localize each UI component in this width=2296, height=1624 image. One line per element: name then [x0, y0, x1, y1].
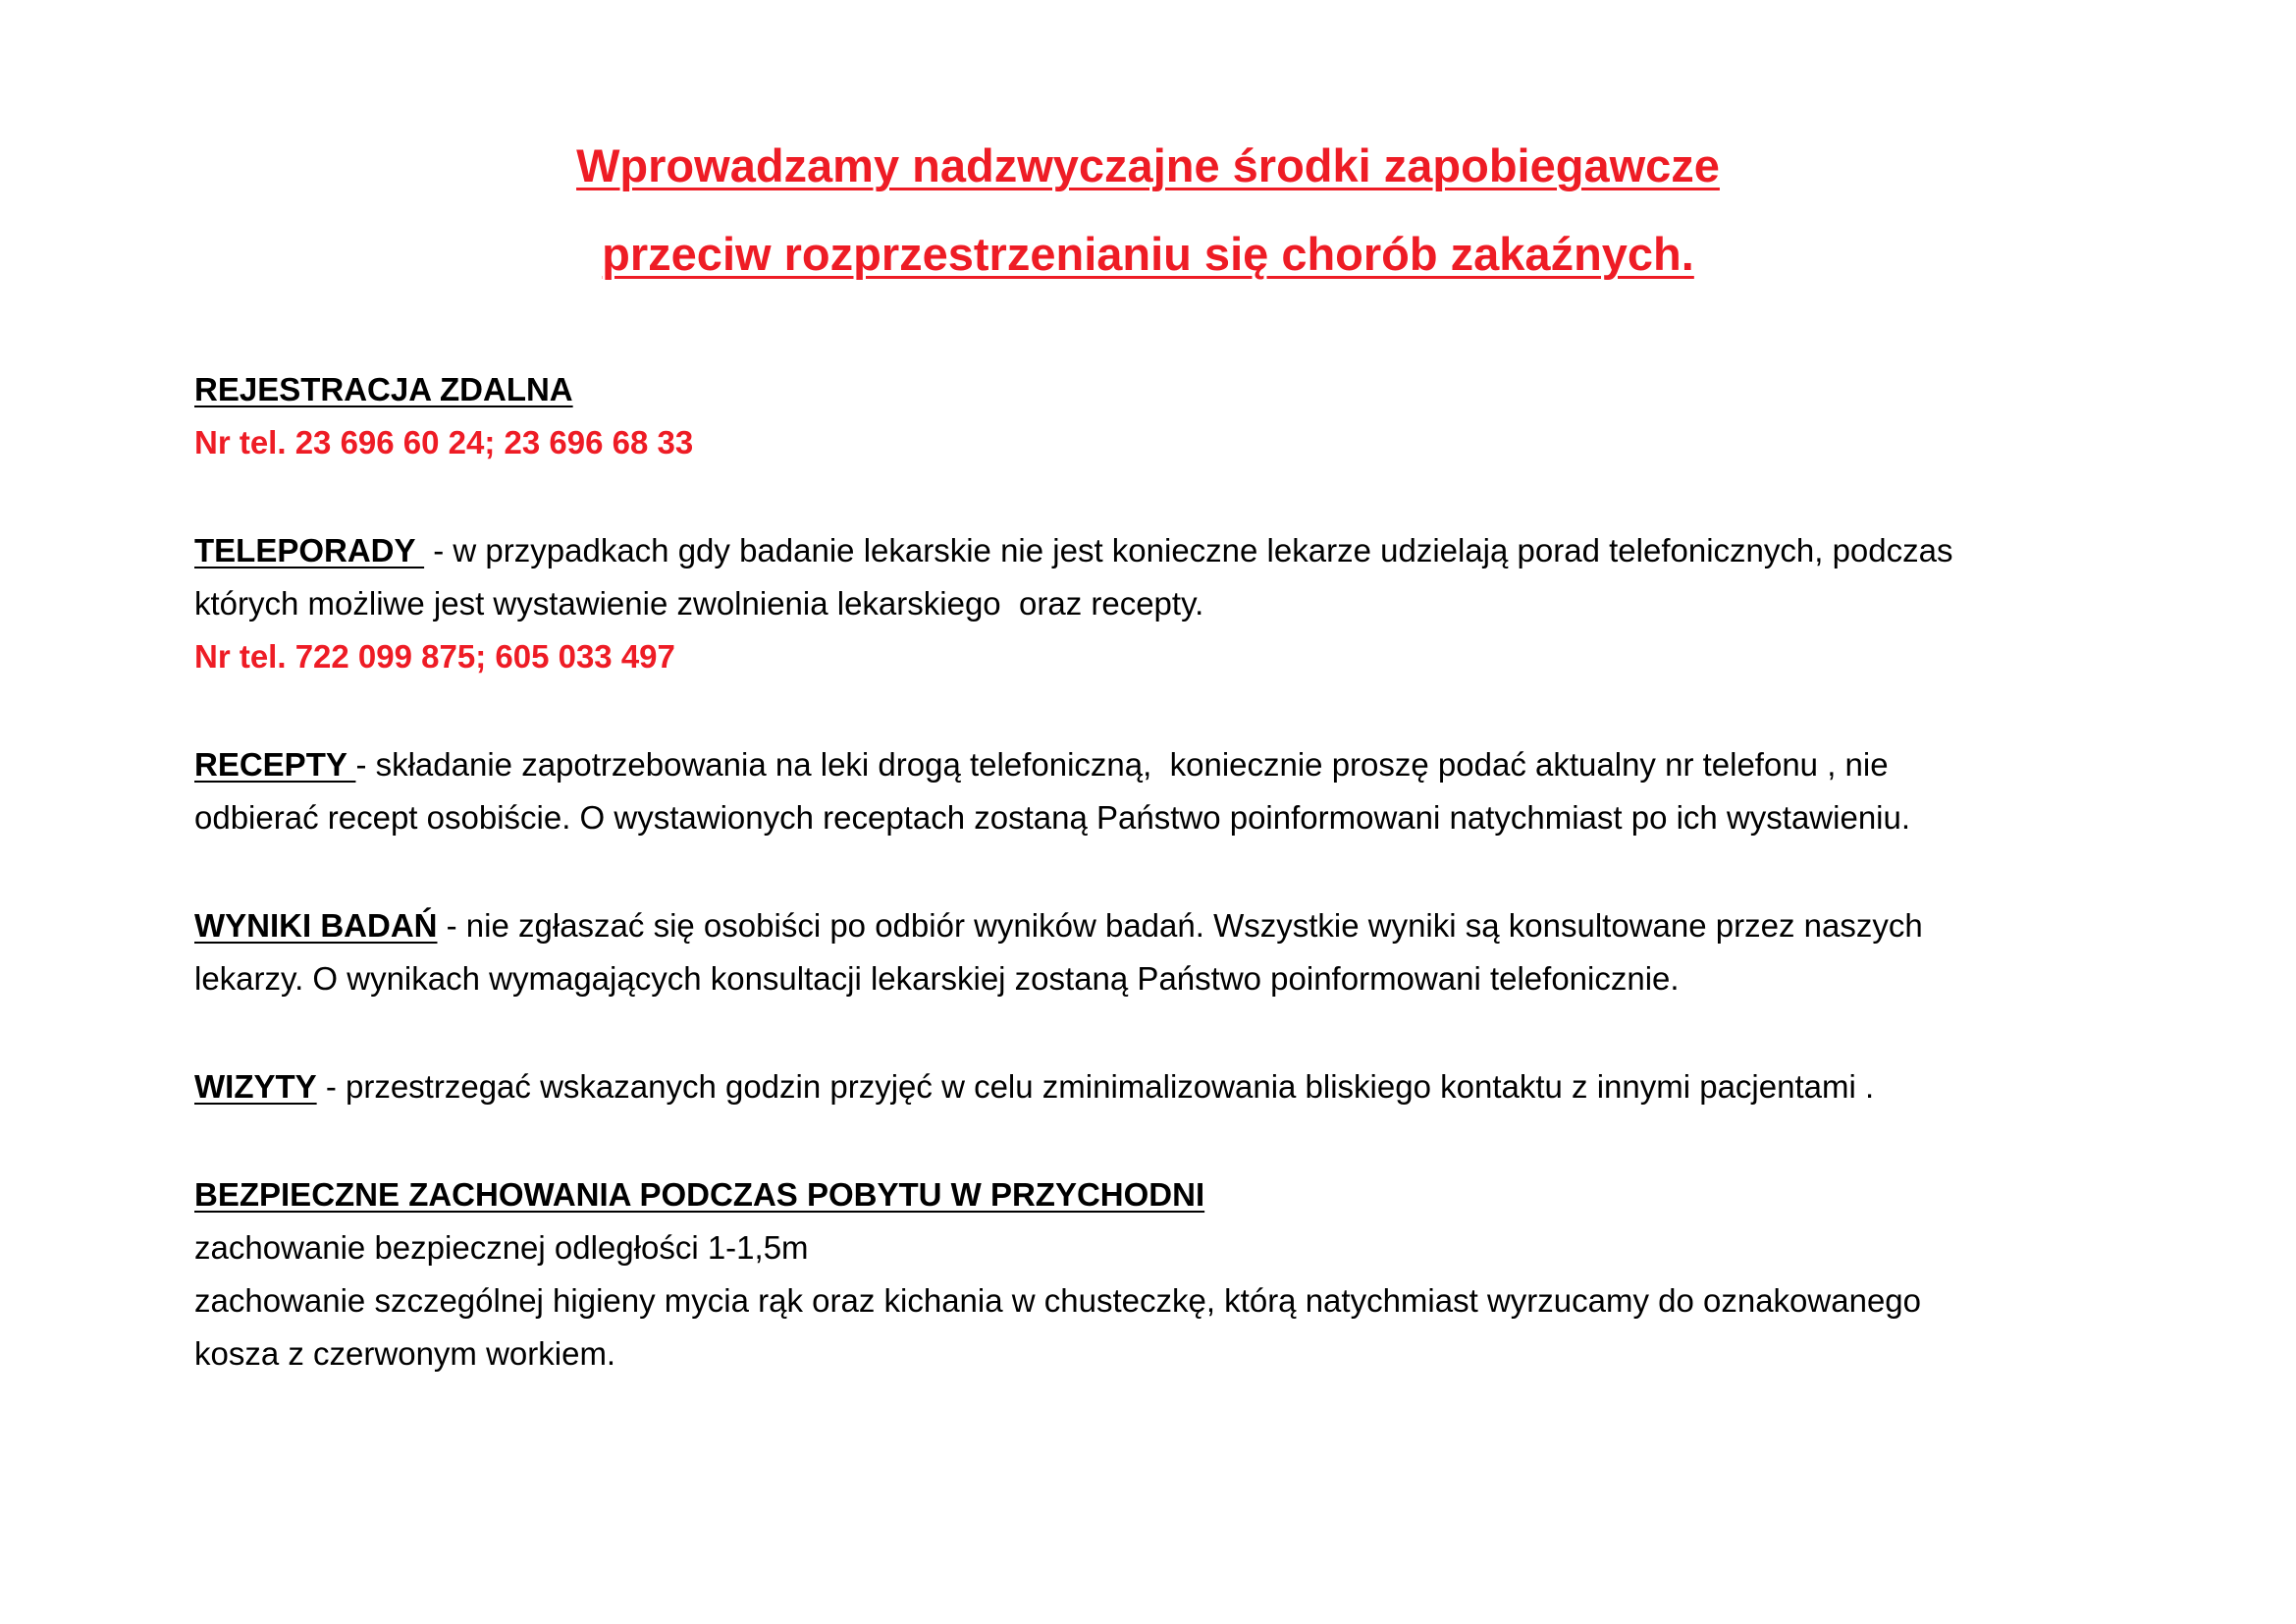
section-bezpieczne — [194, 1168, 2118, 1380]
bezpieczne-item-2-line-2: kosza z czerwonym workiem. — [194, 1335, 616, 1372]
bezpieczne-item-2-line-1: zachowanie szczególnej higieny mycia rąk oraz kichania w chusteczkę, którą natychmiast wyrzucamy do oznakowanego — [194, 1282, 1922, 1319]
registration-phones: Nr tel. 23 696 60 24; 23 696 68 33 — [194, 424, 694, 460]
bezpieczne-heading: BEZPIECZNE ZACHOWANIA PODCZAS POBYTU W PRZYCHODNI — [194, 1176, 1205, 1213]
notice-title-line-1: Wprowadzamy nadzwyczajne środki zapobiegawcze — [576, 139, 1720, 191]
teleporady-phones: Nr tel. 722 099 875; 605 033 497 — [194, 638, 675, 675]
recepty-heading: RECEPTY — [194, 746, 356, 783]
wizyty-text-line-1: - przestrzegać wskazanych godzin przyjęć w celu zminimalizowania bliskiego kontaktu z innymi pacjentami . — [316, 1068, 1875, 1105]
wyniki-heading: WYNIKI BADAŃ — [194, 907, 438, 944]
bezpieczne-item-1: zachowanie bezpiecznej odległości 1-1,5m — [194, 1229, 809, 1266]
section-teleporady — [194, 524, 2118, 683]
wyniki-text-line-1: - nie zgłaszać się osobiści po odbiór wyników badań. Wszystkie wyniki są konsultowane przez naszych — [437, 907, 1923, 944]
recepty-text-line-2: odbierać recept osobiście. O wystawionych receptach zostaną Państwo poinformowani natychmiast po ich wystawieniu. — [194, 799, 1911, 836]
wizyty-heading: WIZYTY — [194, 1068, 317, 1105]
teleporady-heading: TELEPORADY — [194, 532, 425, 568]
wyniki-text-line-2: lekarzy. O wynikach wymagających konsultacji lekarskiej zostaną Państwo poinformowani telefonicznie. — [194, 960, 1680, 997]
notice-title — [0, 137, 2296, 283]
section-wyniki — [194, 899, 2118, 1005]
section-registration — [194, 363, 2118, 469]
notice-content — [194, 363, 2118, 1380]
section-wizyty — [194, 1060, 2118, 1113]
teleporady-text-line-2: których możliwe jest wystawienie zwolnienia lekarskiego oraz recepty. — [194, 585, 1204, 622]
teleporady-text-line-1: - w przypadkach gdy badanie lekarskie nie jest konieczne lekarze udzielają porad telefonicznych, podczas — [424, 532, 1953, 568]
recepty-text-line-1: - składanie zapotrzebowania na leki drogą telefoniczną, koniecznie proszę podać aktualny nr telefonu , nie — [355, 746, 1889, 783]
section-recepty — [194, 738, 2118, 844]
notice-title-line-2: przeciw rozprzestrzenianiu się chorób zakaźnych. — [602, 228, 1694, 280]
registration-heading: REJESTRACJA ZDALNA — [194, 371, 573, 407]
